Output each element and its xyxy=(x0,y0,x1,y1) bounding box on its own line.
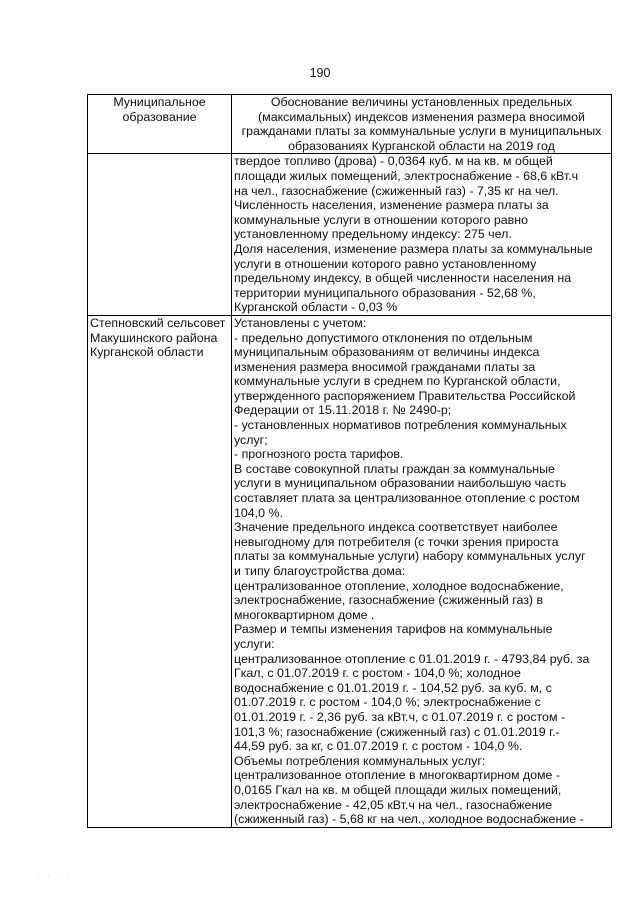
justification-cell xyxy=(232,154,612,316)
text-line: централизованное отопление в многоквартирном доме - xyxy=(234,768,561,783)
text-line: электроснабжение, газоснабжение (сжиженный газ) в xyxy=(234,593,544,608)
text-line: услуги: xyxy=(234,636,275,651)
text-line: Численность населения, изменение размера платы за xyxy=(234,198,549,213)
text-line: электроснабжение - 42,05 кВт.ч на чел., газоснабжение xyxy=(234,797,553,812)
text-line: централизованное отопление с 01.01.2019 г. - 4793,84 руб. за xyxy=(234,651,590,666)
header-line: гражданами платы за коммунальные услуги в муниципальных xyxy=(241,124,602,139)
text-line: услуг; xyxy=(234,432,268,447)
municipality-cell xyxy=(88,315,232,827)
text-line: площади жилых помещений, электроснабжение - 68,6 кВт.ч xyxy=(234,168,579,183)
header-line: Обоснование величины установленных предельных xyxy=(270,95,573,109)
text-line: составляет плата за централизованное отопление с ростом xyxy=(234,491,580,506)
text-line: утвержденного распоряжением Правительства Российской xyxy=(234,388,576,403)
text-line: услуги в муниципальном образовании наибольшую часть xyxy=(234,476,567,491)
text-line: 104,0 %. xyxy=(234,505,283,520)
justification-cell xyxy=(232,315,612,827)
text-line: муниципальным образованиям от величины индекса xyxy=(234,345,540,360)
table-row xyxy=(88,154,612,316)
text-line: В составе совокупной платы граждан за коммунальные xyxy=(234,461,555,476)
tariff-table xyxy=(87,94,612,828)
text-line: водоснабжение с 01.01.2019 г. - 104,52 руб. за куб. м, с xyxy=(234,680,552,695)
text-line: невыгодному для потребителя (с точки зрения прироста xyxy=(234,534,559,549)
text-line: 01.01.2019 г. - 2,36 руб. за кВт.ч, с 01.07.2019 г. с ростом - xyxy=(234,709,566,724)
text-line: Федерации от 15.11.2018 г. № 2490-р; xyxy=(234,403,452,418)
municipality-cell xyxy=(88,154,232,316)
header-municipality xyxy=(88,95,232,154)
text-line: и типу благоустройства дома: xyxy=(234,564,406,578)
text-line: Курганской области - 0,03 % xyxy=(234,300,398,315)
text-line: Объемы потребления коммунальных услуг: xyxy=(234,753,486,768)
table-header-row xyxy=(88,95,612,154)
text-line: 101,3 %; газоснабжение (сжиженный газ) с 01.01.2019 г.- xyxy=(234,724,560,739)
text-line: Значение предельного индекса соответствует наиболее xyxy=(234,520,558,535)
text-line: 0,0165 Гкал на кв. м общей площади жилых помещений, xyxy=(234,782,562,797)
text-line: Доля населения, изменение размера платы за коммунальные xyxy=(234,241,593,256)
header-line: Муниципальное xyxy=(113,95,206,109)
header-justification xyxy=(232,95,612,154)
text-line: на чел., газоснабжение (сжиженный газ) - 7,35 кг на чел. xyxy=(234,183,559,198)
text-line: платы за коммунальные услуги) набору коммунальных услуг xyxy=(234,549,586,564)
text-line: (сжиженный газ) - 5,68 кг на чел., холодное водоснабжение - xyxy=(234,812,584,827)
header-line: (максимальных) индексов изменения размера вносимой xyxy=(258,109,585,124)
header-line: образованиях Курганской области на 2019 год xyxy=(288,138,555,153)
text-line: предельному индексу, в общей численности населения на xyxy=(234,271,572,286)
text-line: - прогнозного роста тарифов. xyxy=(234,447,404,462)
text-line: 44,59 руб. за кг, с 01.07.2019 г. с ростом - 104,0 %. xyxy=(234,739,523,754)
text-line: изменения размера вносимой гражданами платы за xyxy=(234,359,536,374)
text-line: услуги в отношении которого равно установленному xyxy=(234,256,537,271)
municipality-line: Макушинского района xyxy=(90,330,218,345)
text-line: коммунальные услуги в среднем по Курганской области, xyxy=(234,374,561,389)
text-line: многоквартирном доме . xyxy=(234,607,375,622)
text-line: территории муниципального образования - 52,68 %, xyxy=(234,285,536,300)
text-line: 01.07.2019 г. с ростом - 104,0 %; электроснабжение с xyxy=(234,695,541,710)
text-line: централизованное отопление, холодное водоснабжение, xyxy=(234,578,564,593)
table-row xyxy=(88,315,612,827)
text-line: Гкал, с 01.07.2019 г. с ростом - 104,0 %; холодное xyxy=(234,666,521,681)
text-line: коммунальные услуги в отношении которого равно xyxy=(234,212,528,227)
text-line: Размер и темпы изменения тарифов на коммунальные xyxy=(234,622,553,637)
text-line: - установленных нормативов потребления коммунальных xyxy=(234,418,567,433)
scan-artifact: · · · · xyxy=(37,874,74,881)
municipality-line: Степновский сельсовет xyxy=(90,315,226,330)
header-line: образование xyxy=(122,109,197,124)
text-line: твердое топливо (дрова) - 0,0364 куб. м на кв. м общей xyxy=(234,154,553,169)
municipality-line: Курганской области xyxy=(90,345,204,360)
text-line: установленному предельному индексу: 275 чел. xyxy=(234,227,512,242)
page-number: 190 xyxy=(309,66,331,80)
text-line: - предельно допустимого отклонения по отдельным xyxy=(234,330,533,345)
text-line: Установлены с учетом: xyxy=(234,315,367,330)
